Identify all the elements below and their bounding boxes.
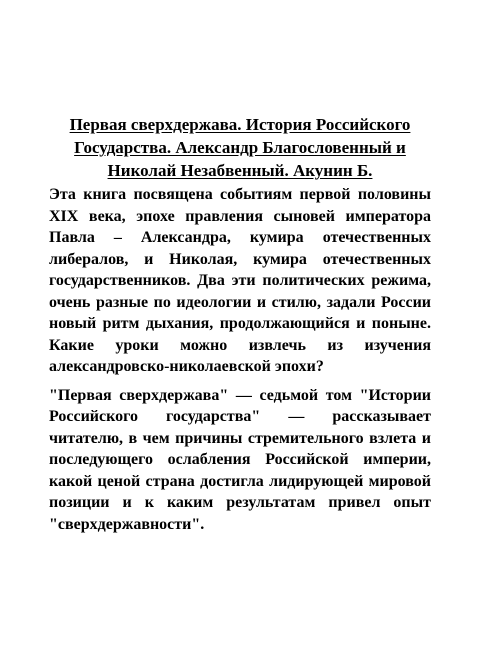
document-body bbox=[49, 184, 431, 542]
description-paragraph-1: Эта книга посвящена событиям первой половины XIX века, эпохе правления сыновей императора Павла – Александра, кумира отечественных либералов, и Николая, кумира отечественных государственников. Два эти политических режима, очень разные по идеологии и стилю, задали России новый ритм дыхания, продолжающийся и поныне. Какие уроки можно извлечь из изучения александровско-николаевской эпохи? bbox=[49, 186, 431, 375]
description-paragraph-2: "Первая сверхдержава" — седьмой том "Истории Российского государства" — рассказывает читателю, в чем причины стремительного взлета и последующего ослабления Российской империи, какой ценой страна достигла лидирующей мировой позиции и к каким результатам привел опыт "сверхдержавности". bbox=[49, 386, 431, 533]
document-title: Первая сверхдержава. История Российского Государства. Александр Благословенный и Николай Незабвенный. Акунин Б. bbox=[69, 115, 411, 180]
